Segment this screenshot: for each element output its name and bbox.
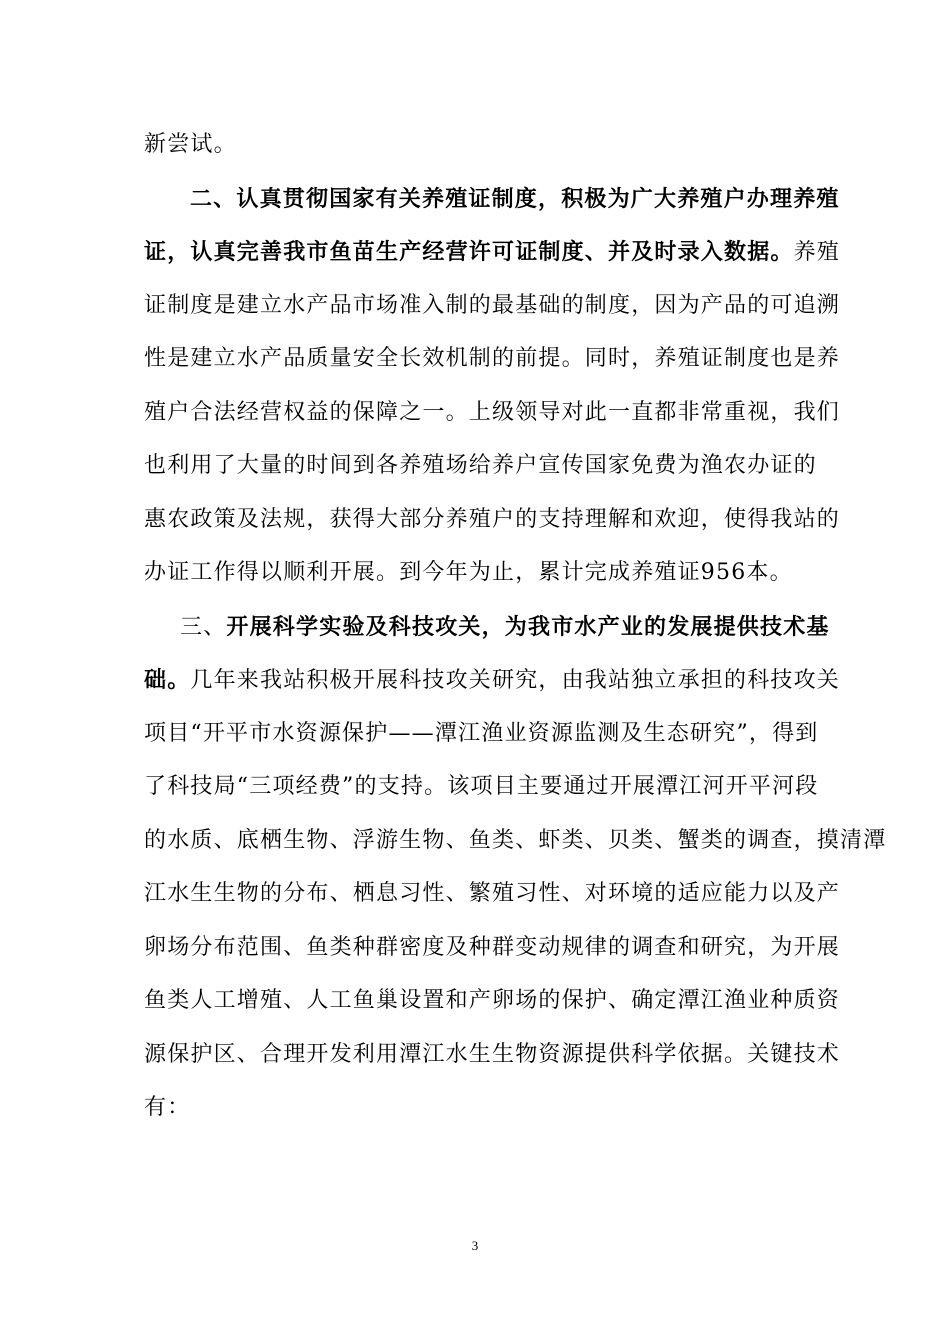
text-line <box>144 1089 808 1143</box>
text-normal: 鱼类人工增殖、人工鱼巢设置和产卵场的保护、确定潭江渔业种质资 <box>144 988 841 1013</box>
text-normal: 几年来我站积极开展科技攻关研究，由我站独立承担的科技攻关 <box>190 668 841 693</box>
text-normal: 的水质、底栖生物、浮游生物、鱼类、虾类、贝类、蟹类的调查，摸清潭 <box>144 827 887 853</box>
section-heading-bold: 础。 <box>144 667 191 693</box>
text-normal: 办证工作得以顺利开展。到今年为止，累计完成养殖证956本。 <box>144 560 793 585</box>
text-line <box>144 180 840 234</box>
document-body <box>144 126 887 1143</box>
text-normal: 性是建立水产品质量安全长效机制的前提。同时，养殖证制度也是养 <box>144 346 841 371</box>
text-line <box>144 287 841 341</box>
text-normal: 养殖 <box>793 240 841 265</box>
text-normal: 江水生生物的分布、栖息习性、繁殖习性、对环境的适应能力以及产 <box>144 881 841 906</box>
text-line: 新尝试。 <box>144 132 237 157</box>
text-normal: 殖户合法经营权益的保障之一。上级领导对此一直都非常重视，我们 <box>144 399 841 425</box>
text-line <box>144 340 841 394</box>
section-number: 三、 <box>180 614 227 640</box>
text-line <box>144 661 841 715</box>
paragraph-section-2 <box>144 180 841 608</box>
text-line <box>144 554 808 608</box>
text-line <box>144 715 819 769</box>
text-line <box>144 929 841 983</box>
text-line <box>144 1036 841 1090</box>
text-normal: 证制度是建立水产品市场准入制的最基础的制度，因为产品的可追溯 <box>144 292 841 318</box>
text-line <box>144 447 817 501</box>
text-normal: 也利用了大量的时间到各养殖场给养户宣传国家免费为渔农办证的 <box>144 453 817 478</box>
text-line <box>144 233 841 287</box>
section-heading-bold: 二、认真贯彻国家有关养殖证制度，积极为广大养殖户办理养殖 <box>190 185 840 212</box>
text-line <box>144 394 841 448</box>
paragraph-continuation <box>144 126 808 180</box>
page-number: 3 <box>471 1238 479 1253</box>
section-heading-bold: 证，认真完善我市鱼苗生产经营许可证制度、并及时录入数据。 <box>144 239 794 265</box>
text-normal: 了科技局“三项经费”的支持。该项目主要通过开展潭江河开平河段 <box>144 774 819 799</box>
text-normal: 卵场分布范围、鱼类种群密度及种群变动规律的调查和研究，为开展 <box>144 934 841 960</box>
paragraph-section-3 <box>144 608 887 1143</box>
text-line <box>144 608 830 662</box>
text-line <box>144 501 841 555</box>
text-normal: 源保护区、合理开发利用潭江水生生物资源提供科学依据。关键技术 <box>144 1041 841 1067</box>
text-line <box>144 982 841 1036</box>
text-line <box>144 768 819 822</box>
text-line <box>144 875 841 929</box>
text-normal: 项目“开平市水资源保护——潭江渔业资源监测及生态研究”，得到 <box>144 720 819 746</box>
text-normal: 有： <box>144 1095 191 1120</box>
section-heading-bold: 开展科学实验及科技攻关，为我市水产业的发展提供技术基 <box>226 613 830 640</box>
text-normal: 惠农政策及法规，获得大部分养殖户的支持理解和欢迎，使得我站的 <box>144 506 841 532</box>
text-line <box>144 822 887 876</box>
